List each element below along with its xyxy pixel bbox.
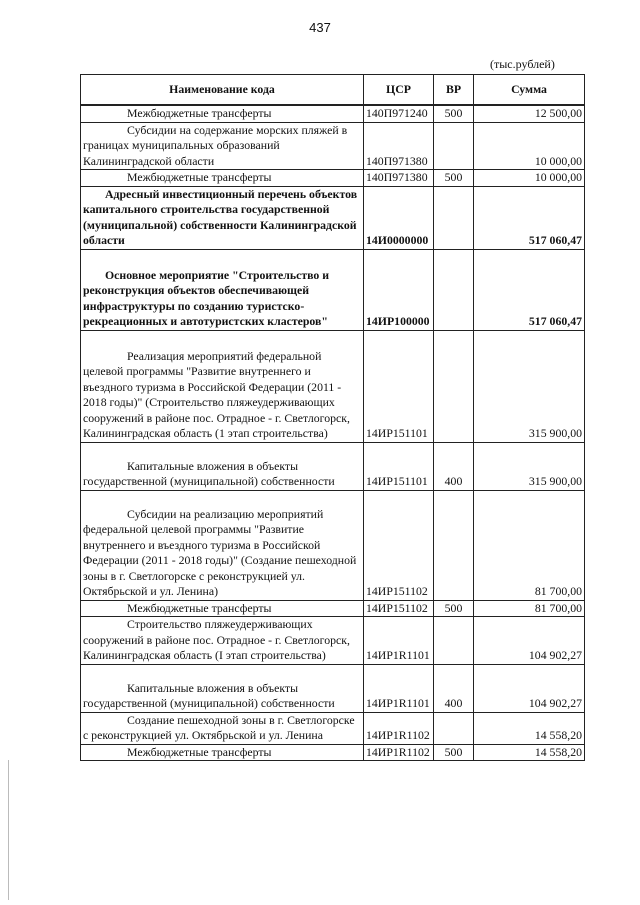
cell-name xyxy=(81,186,364,249)
cell-sum: 517 060,47 xyxy=(474,186,585,249)
row-name-text: Субсидии на содержание морских пляжей в границах муниципальных образований Калининградской области xyxy=(83,122,348,168)
cell-sum: 517 060,47 xyxy=(474,249,585,330)
header-vr: ВР xyxy=(434,75,474,106)
cell-name xyxy=(81,744,364,761)
cell-name xyxy=(81,330,364,442)
cell-name xyxy=(81,664,364,712)
table-row xyxy=(81,122,585,170)
cell-sum: 10 000,00 xyxy=(474,122,585,170)
cell-csr: 14ИР151102 xyxy=(364,600,434,617)
cell-csr: 140П971380 xyxy=(364,170,434,187)
row-name-text: Основное мероприятие "Строительство и реконструкция объектов обеспечивающей инфраструктуры по созданию туристско-рекреационных и автотуристских кластеров" xyxy=(83,267,330,328)
table-row xyxy=(81,249,585,330)
row-name-text: Межбюджетные трансферты xyxy=(127,170,272,184)
cell-vr: 500 xyxy=(434,105,474,122)
cell-sum: 315 900,00 xyxy=(474,330,585,442)
cell-csr: 14ИР1R1102 xyxy=(364,712,434,744)
table-row xyxy=(81,490,585,600)
cell-csr: 14ИР1R1101 xyxy=(364,664,434,712)
cell-name xyxy=(81,105,364,122)
cell-vr xyxy=(434,186,474,249)
row-name-text: Создание пешеходной зоны в г. Светлогорске с реконструкцией ул. Октябрьской и ул. Ленина xyxy=(83,712,355,742)
cell-csr: 14ИР151101 xyxy=(364,330,434,442)
cell-name xyxy=(81,442,364,490)
table-row xyxy=(81,186,585,249)
cell-csr: 14ИР151102 xyxy=(364,490,434,600)
cell-name xyxy=(81,122,364,170)
cell-sum: 14 558,20 xyxy=(474,744,585,761)
table-row xyxy=(81,744,585,761)
cell-name xyxy=(81,170,364,187)
row-name-text: Субсидии на реализацию мероприятий федеральной целевой программы "Развитие внутреннего и въездного туризма в Российской Федерации (2011 - 2018 годы)" (Создание пешеходной зоны в г. Светлогорске с реконструкцией ул. Октябрьской и ул. Ленина) xyxy=(83,506,357,598)
row-name-text: Строительство пляжеудерживающих сооружений в районе пос. Отрадное - г. Светлогорск, Калининградская область (I этап строительства) xyxy=(83,617,350,662)
cell-vr xyxy=(434,490,474,600)
table-body xyxy=(81,105,585,761)
cell-name xyxy=(81,249,364,330)
cell-vr: 500 xyxy=(434,170,474,187)
cell-name xyxy=(81,600,364,617)
row-name-text: Адресный инвестиционный перечень объектов капитального строительства государственной (муниципальной) собственности Калининградской области xyxy=(83,186,358,247)
cell-sum: 10 000,00 xyxy=(474,170,585,187)
cell-sum: 12 500,00 xyxy=(474,105,585,122)
cell-csr: 140П971380 xyxy=(364,122,434,170)
table-row xyxy=(81,170,585,187)
cell-name xyxy=(81,712,364,744)
header-csr: ЦСР xyxy=(364,75,434,106)
cell-csr: 14ИР1R1101 xyxy=(364,617,434,665)
cell-sum: 315 900,00 xyxy=(474,442,585,490)
row-name-text: Капитальные вложения в объекты государственной (муниципальной) собственности xyxy=(83,680,335,710)
row-name-text: Межбюджетные трансферты xyxy=(127,106,272,120)
table-row xyxy=(81,664,585,712)
cell-sum: 81 700,00 xyxy=(474,490,585,600)
cell-sum: 104 902,27 xyxy=(474,664,585,712)
cell-vr: 500 xyxy=(434,744,474,761)
header-sum: Сумма xyxy=(474,75,585,106)
header-name: Наименование кода xyxy=(81,75,364,106)
cell-vr: 400 xyxy=(434,442,474,490)
cell-csr: 14ИР100000 xyxy=(364,249,434,330)
table-header-row xyxy=(81,75,585,106)
cell-csr: 14ИР151101 xyxy=(364,442,434,490)
page-number: 437 xyxy=(309,20,331,35)
cell-name xyxy=(81,617,364,665)
row-name-text: Реализация мероприятий федеральной целевой программы "Развитие внутреннего и въездного туризма в Российской Федерации (2011 - 2018 годы)" (Строительство пляжеудерживающих сооружений в районе пос. Отрадное - г. Светлогорск, Калининградская область (1 этап строительства) xyxy=(83,348,350,440)
scan-margin-mark xyxy=(8,760,9,900)
table-row xyxy=(81,105,585,122)
cell-vr xyxy=(434,617,474,665)
table-row xyxy=(81,330,585,442)
cell-csr: 140П971240 xyxy=(364,105,434,122)
cell-vr xyxy=(434,330,474,442)
cell-vr xyxy=(434,712,474,744)
table-row xyxy=(81,442,585,490)
cell-vr xyxy=(434,249,474,330)
row-name-text: Межбюджетные трансферты xyxy=(127,744,272,759)
row-name-text: Межбюджетные трансферты xyxy=(127,600,272,615)
cell-sum: 104 902,27 xyxy=(474,617,585,665)
cell-csr: 14И0000000 xyxy=(364,186,434,249)
table-row xyxy=(81,712,585,744)
row-name-text: Капитальные вложения в объекты государственной (муниципальной) собственности xyxy=(83,458,335,488)
cell-name xyxy=(81,490,364,600)
table-row xyxy=(81,617,585,665)
cell-vr xyxy=(434,122,474,170)
budget-table xyxy=(80,74,585,761)
table-row xyxy=(81,600,585,617)
cell-csr: 14ИР1R1102 xyxy=(364,744,434,761)
cell-sum: 81 700,00 xyxy=(474,600,585,617)
cell-sum: 14 558,20 xyxy=(474,712,585,744)
cell-vr: 500 xyxy=(434,600,474,617)
cell-vr: 400 xyxy=(434,664,474,712)
units-label: (тыс.рублей) xyxy=(490,57,555,71)
